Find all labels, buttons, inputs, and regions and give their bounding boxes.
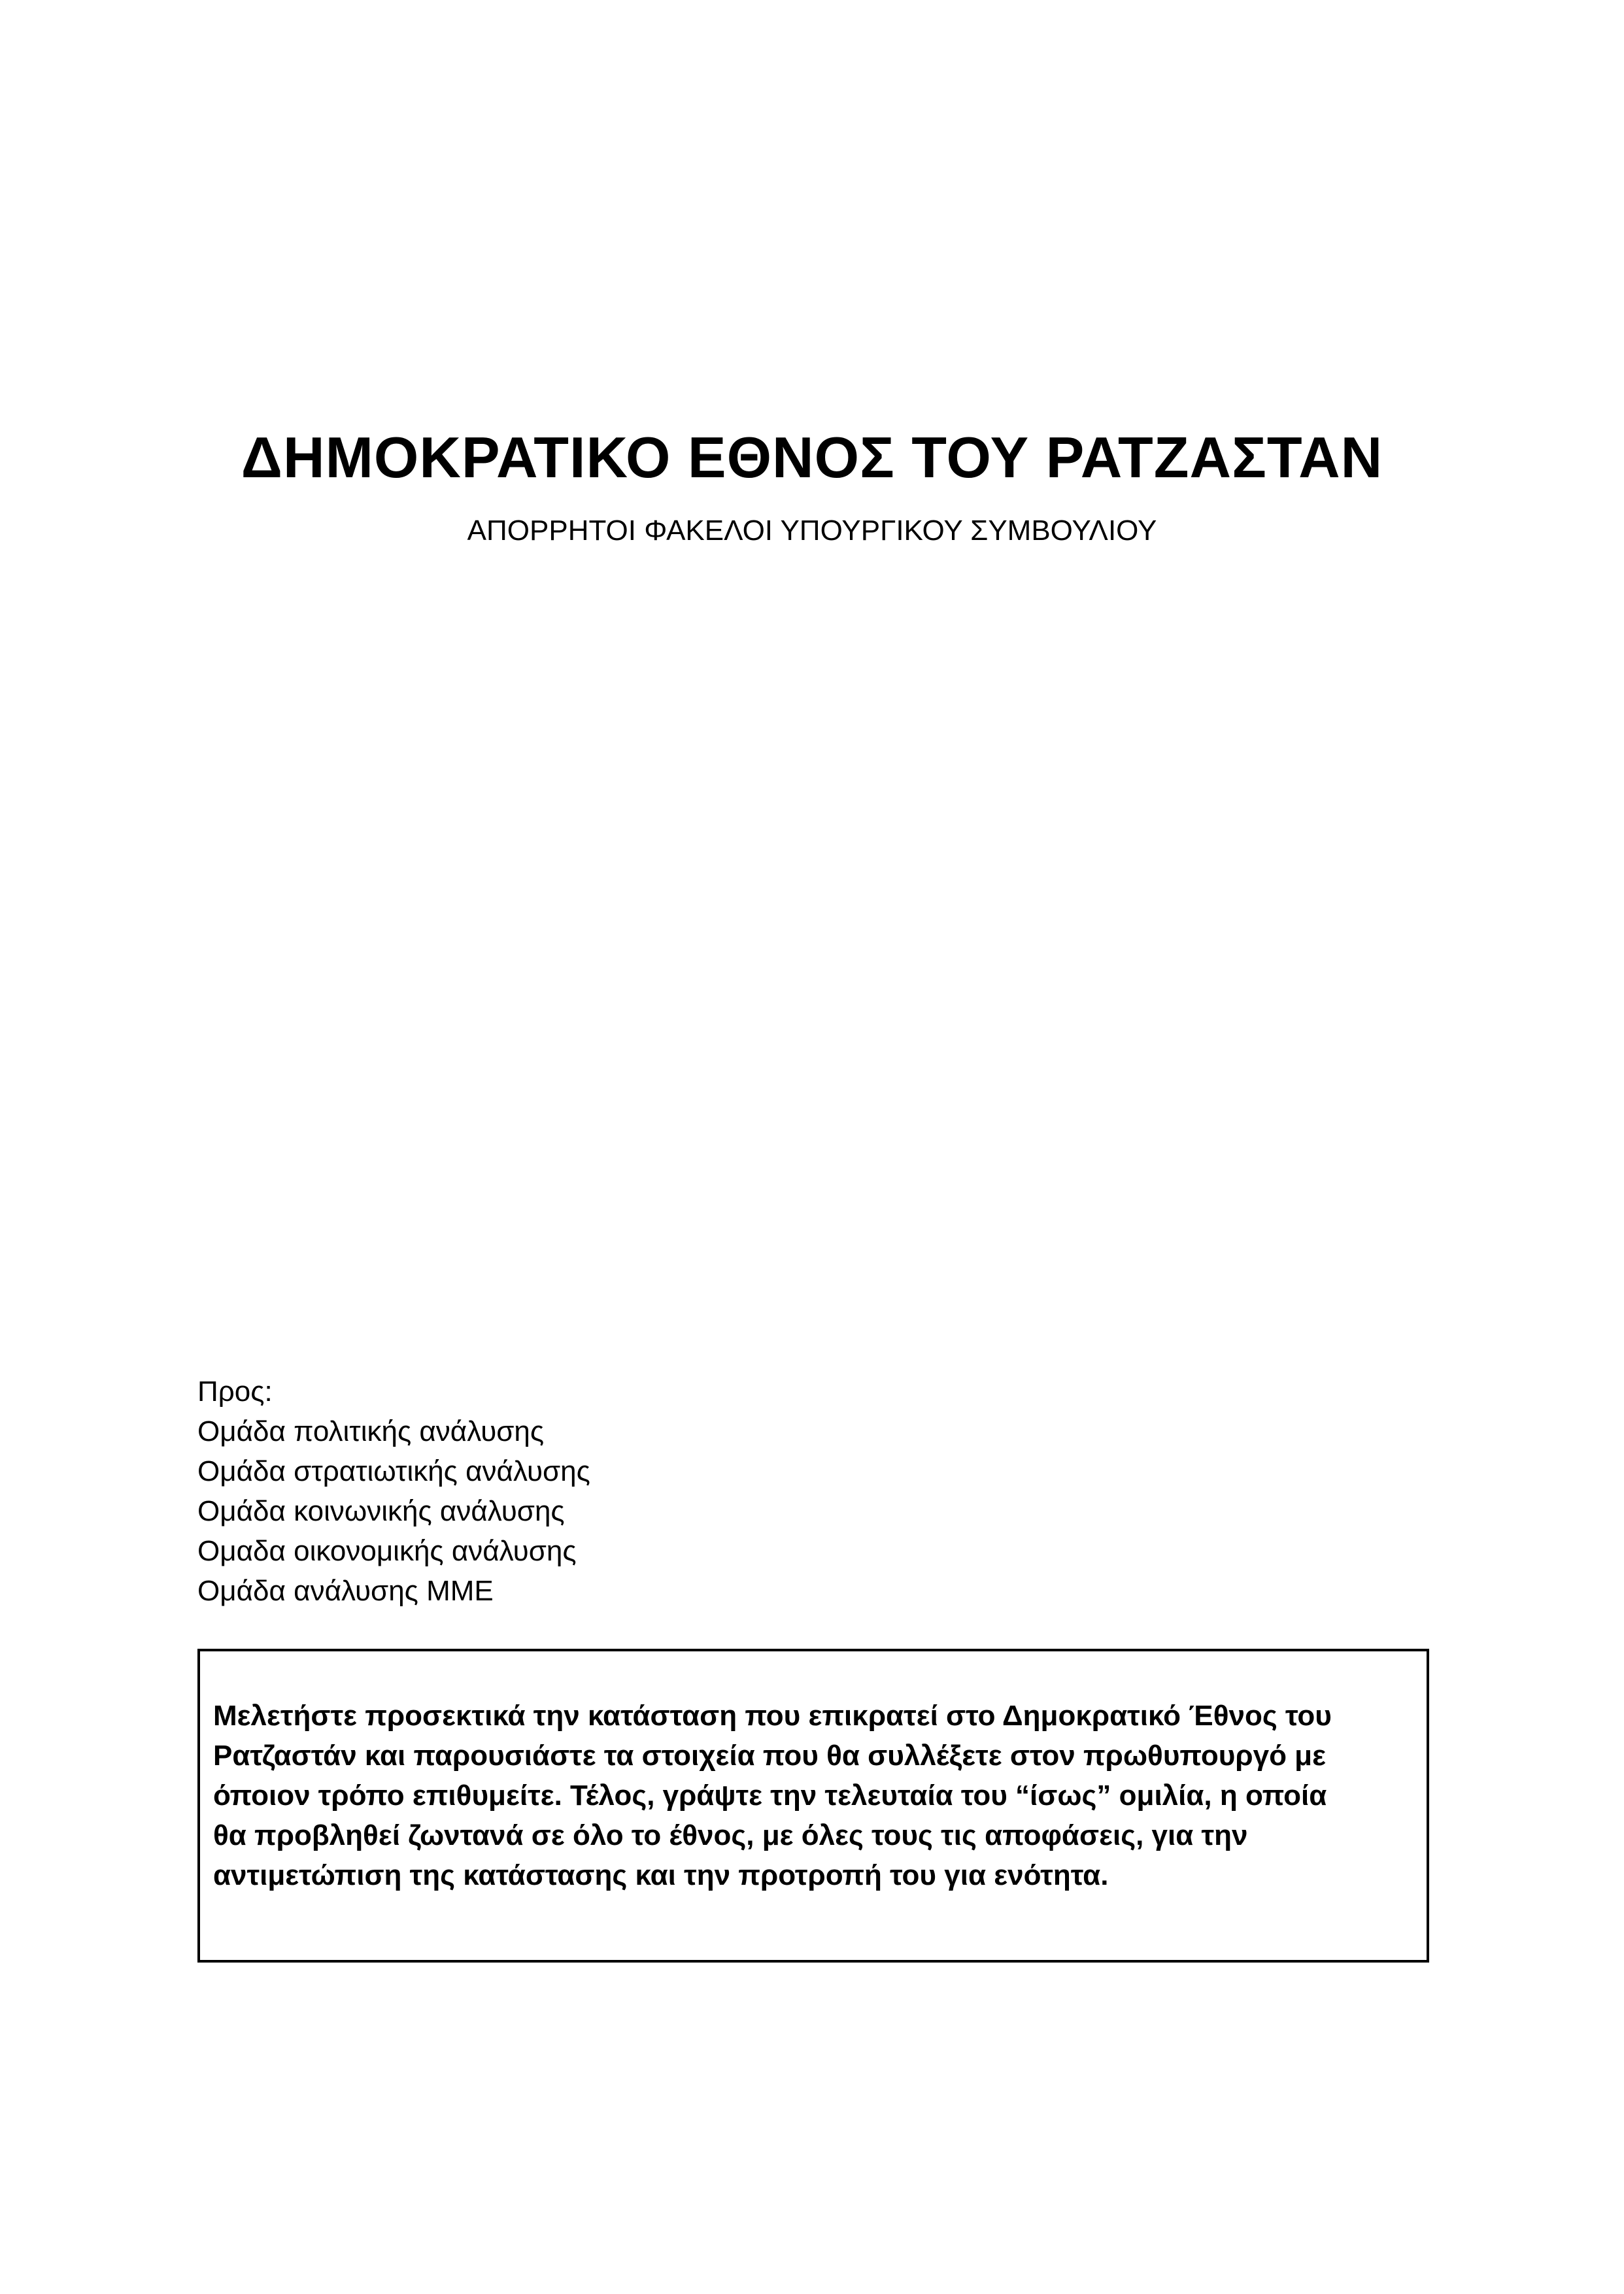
recipient-item: Ομάδα ανάλυσης ΜΜΕ <box>197 1575 494 1607</box>
recipients-block <box>197 1372 590 1611</box>
recipient-item: Ομάδα κοινωνικής ανάλυσης <box>197 1495 565 1527</box>
instructions-line: Ρατζαστάν και παρουσιάστε τα στοιχεία που θα συλλέξετε στον πρωθυπουργό με <box>213 1740 1326 1772</box>
instructions-line: αντιμετώπιση της κατάστασης και την προτροπή του για ενότητα. <box>213 1859 1109 1891</box>
recipient-item: Ομαδα οικονομικής ανάλυσης <box>197 1535 577 1567</box>
recipients-heading: Προς: <box>197 1375 273 1408</box>
instructions-text <box>213 1696 1423 1895</box>
instructions-line: όποιον τρόπο επιθυμείτε. Τέλος, γράψτε την τελευταία του “ίσως” ομιλία, η οποία <box>213 1780 1327 1812</box>
recipient-item: Ομάδα στρατιωτικής ανάλυσης <box>197 1455 590 1487</box>
document-title: ΔΗΜΟΚΡΑΤΙΚΟ ΕΘΝΟΣ ΤΟΥ ΡΑΤΖΑΣΤΑΝ <box>241 425 1383 490</box>
recipient-item: Ομάδα πολιτικής ανάλυσης <box>197 1415 545 1447</box>
instructions-line: Μελετήστε προσεκτικά την κατάσταση που επικρατεί στο Δημοκρατικό Έθνος του <box>213 1700 1332 1732</box>
instructions-box <box>197 1649 1429 1963</box>
document-subtitle: ΑΠΟΡΡΗΤΟΙ ΦΑΚΕΛΟΙ ΥΠΟΥΡΓΙΚΟΥ ΣΥΜΒΟΥΛΙΟΥ <box>467 514 1157 547</box>
instructions-line: θα προβληθεί ζωντανά σε όλο το έθνος, με όλες τους τις αποφάσεις, για την <box>213 1819 1248 1851</box>
